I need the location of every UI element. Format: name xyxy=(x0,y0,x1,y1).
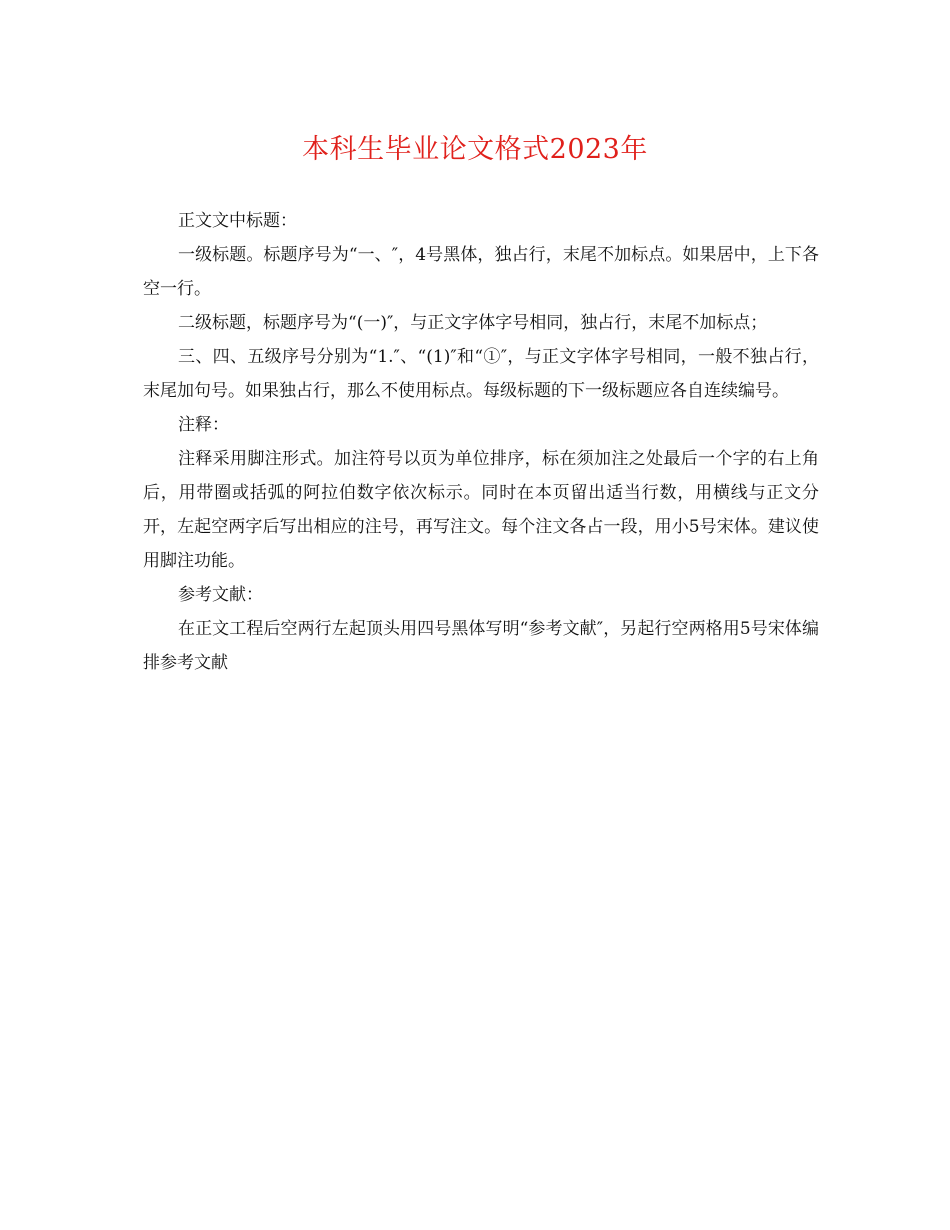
paragraph-level-1-heading: 一级标题。标题序号为“一、″，4号黑体，独占行，末尾不加标点。如果居中，上下各空一行。 xyxy=(143,245,819,299)
paragraph-level-3-5-heading: 三、四、五级序号分别为“1.″、“(1)″和“①″，与正文字体字号相同，一般不独占行，末尾加句号。如果独占行，那么不使用标点。每级标题的下一级标题应各自连续编号。 xyxy=(143,347,820,401)
paragraph-level-2-heading: 二级标题，标题序号为“(一)″，与正文字体字号相同，独占行，末尾不加标点； xyxy=(178,313,768,333)
document-title: 本科生毕业论文格式2023年 xyxy=(302,134,648,165)
notes-section-label: 注释： xyxy=(178,415,229,435)
paragraph-notes: 注释采用脚注形式。加注符号以页为单位排序，标在须加注之处最后一个字的右上角后，用带圈或括弧的阿拉伯数字依次标示。同时在本页留出适当行数，用横线与正文分开，左起空两字后写出相应的注号，再写注文。每个注文各占一段，用小5号宋体。建议使用脚注功能。 xyxy=(143,449,819,571)
document-body xyxy=(143,204,819,680)
references-section-label: 参考文献： xyxy=(178,585,263,605)
heading-section-label: 正文文中标题： xyxy=(178,211,297,231)
paragraph-references: 在正文工程后空两行左起顶头用四号黑体写明“参考文献″，另起行空两格用5号宋体编排参考文献 xyxy=(143,619,819,673)
